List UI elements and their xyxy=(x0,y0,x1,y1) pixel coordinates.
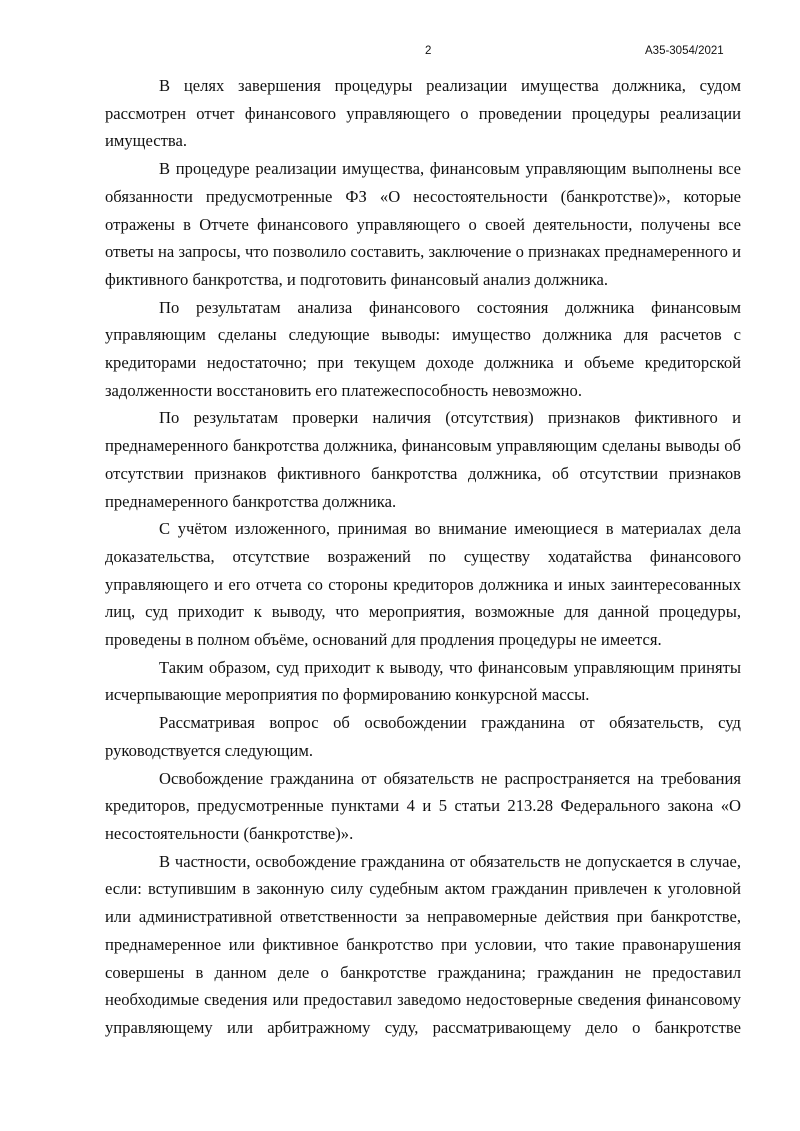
paragraph: В частности, освобождение гражданина от обязательств не допускается в случае, если: вступившим в законную силу судебным актом гражданин привлечен к уголовной или административной ответственности за неправомерные действия при банкротстве, преднамеренное или фиктивное банкротство при условии, что такие правонарушения совершены в данном деле о банкротстве гражданина; гражданин не предоставил необходимые сведения или предоставил заведомо недостоверные сведения финансовому управляющему или арбитражному суду, рассматривающему дело о банкротстве xyxy=(105,851,741,1037)
paragraph: Освобождение гражданина от обязательств не распространяется на требования кредиторов, предусмотренные пунктами 4 и 5 статьи 213.28 Федерального закона «О несостоятельности (банкротстве)». xyxy=(105,768,741,843)
paragraph: В целях завершения процедуры реализации имущества должника, судом рассмотрен отчет финансового управляющего о проведении процедуры реализации имущества. xyxy=(105,76,741,151)
page-header xyxy=(0,45,800,65)
paragraph: По результатам анализа финансового состояния должника финансовым управляющим сделаны следующие выводы: имущество должника для расчетов с кредиторами недостаточно; при текущем доходе должника и объеме кредиторской задолженности восстановить его платежеспособность невозможно. xyxy=(105,297,741,400)
paragraph: Рассматривая вопрос об освобождении гражданина от обязательств, суд руководствуется следующим. xyxy=(105,713,741,760)
page-number: 2 xyxy=(425,45,432,57)
paragraph: Таким образом, суд приходит к выводу, что финансовым управляющим приняты исчерпывающие мероприятия по формированию конкурсной массы. xyxy=(105,657,741,705)
paragraph: С учётом изложенного, принимая во внимание имеющиеся в материалах дела доказательства, отсутствие возражений по существу ходатайства финансового управляющего и его отчета со стороны кредиторов должника и иных заинтересованных лиц, суд приходит к выводу, что мероприятия, возможные для данной процедуры, проведены в полном объёме, оснований для продления процедуры не имеется. xyxy=(105,519,741,650)
document-body xyxy=(105,72,741,1042)
case-number: А35-3054/2021 xyxy=(645,45,724,57)
paragraph: В процедуре реализации имущества, финансовым управляющим выполнены все обязанности предусмотренные ФЗ «О несостоятельности (банкротстве)», которые отражены в Отчете финансового управляющего о своей деятельности, получены все ответы на запросы, что позволило составить, заключение о признаках преднамеренного и фиктивного банкротства, и подготовить финансовый анализ должника. xyxy=(105,159,741,289)
paragraph: По результатам проверки наличия (отсутствия) признаков фиктивного и преднамеренного банкротства должника, финансовым управляющим сделаны выводы об отсутствии признаков фиктивного банкротства должника, об отсутствии признаков преднамеренного банкротства должника. xyxy=(105,408,741,511)
